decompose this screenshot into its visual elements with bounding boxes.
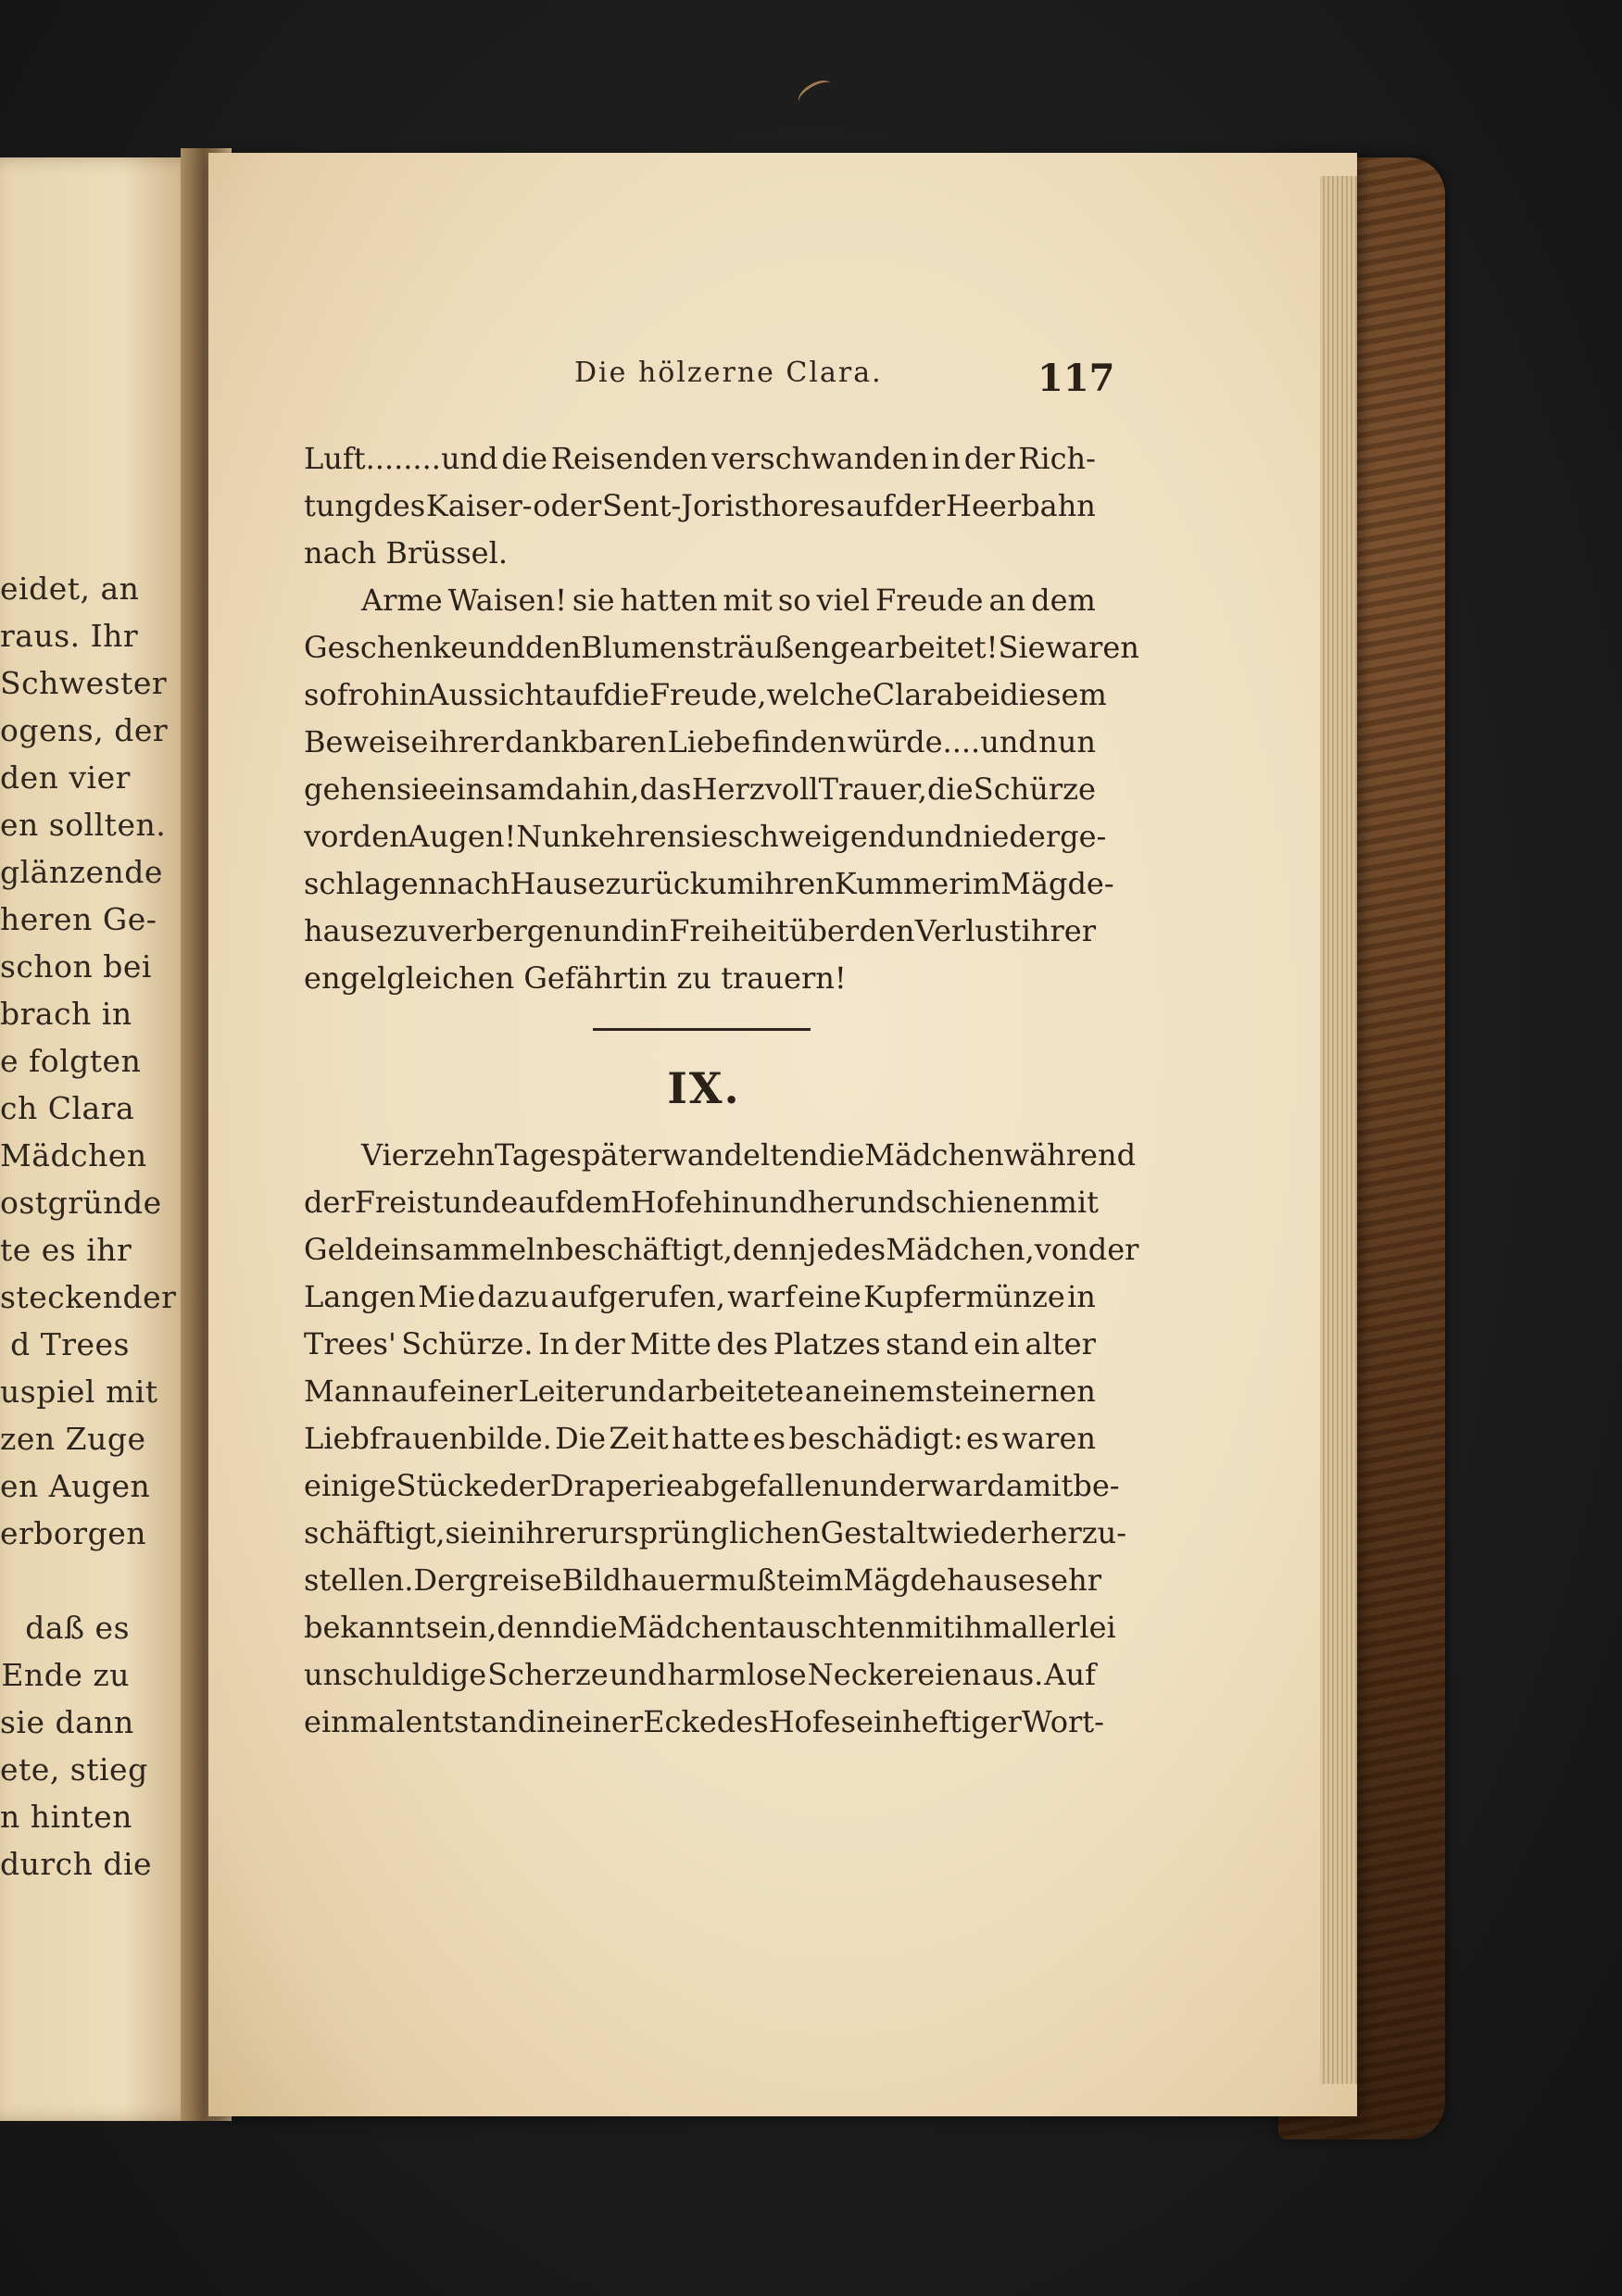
- word: zurück: [605, 866, 709, 901]
- word: an: [804, 1374, 842, 1409]
- word: im: [962, 866, 1001, 901]
- word: auf: [555, 677, 604, 712]
- word: die: [501, 441, 548, 476]
- left-page-text: [0, 565, 177, 1888]
- word: einmal: [304, 1704, 406, 1739]
- word: einsam: [438, 772, 547, 807]
- word: unschuldige: [304, 1657, 487, 1692]
- word: sie: [685, 819, 728, 854]
- text-line: [304, 719, 1096, 766]
- left-page-line: schon bei: [0, 948, 152, 985]
- left-page-line: en Augen: [0, 1468, 151, 1504]
- word: Liebfrauenbilde.: [304, 1421, 552, 1456]
- left-page-line: durch die: [0, 1846, 153, 1882]
- left-page-line: ete, stieg: [0, 1751, 148, 1788]
- text-line: [304, 483, 1096, 530]
- word: sehr: [1035, 1562, 1101, 1598]
- word: viel: [816, 583, 870, 618]
- word: waren: [1045, 630, 1139, 665]
- word: wandelten: [661, 1137, 819, 1173]
- word: Aussicht: [427, 677, 556, 712]
- word: Langen: [304, 1279, 416, 1314]
- word: oder: [533, 488, 602, 523]
- word: Neckereien: [807, 1657, 981, 1692]
- word: diesem: [1000, 677, 1107, 712]
- word: Kupfermünze: [863, 1279, 1065, 1314]
- left-page-line: erborgen: [0, 1515, 146, 1551]
- word: dem: [1031, 583, 1096, 618]
- word: Mädchen,: [886, 1232, 1035, 1267]
- left-page-line: eidet, an: [0, 571, 140, 607]
- text-line: [304, 435, 1096, 483]
- word: Geldeinsammeln: [304, 1232, 555, 1267]
- text-line: [304, 671, 1107, 719]
- word: und: [905, 819, 963, 854]
- word: Wort-: [1021, 1704, 1104, 1739]
- word: gearbeitet!: [830, 630, 999, 665]
- word: ihren: [755, 866, 835, 901]
- word: vor: [304, 819, 353, 854]
- text-line: [304, 1132, 1137, 1179]
- word: beschädigt:: [788, 1421, 963, 1456]
- word: Reisenden: [550, 441, 709, 476]
- word: denn: [732, 1232, 808, 1267]
- word: Verlust: [914, 913, 1022, 948]
- word: hin: [702, 1185, 751, 1220]
- word: Leiter: [518, 1374, 609, 1409]
- word: Geschenke: [304, 630, 469, 665]
- word: in: [640, 913, 669, 948]
- word: waren: [1001, 1421, 1096, 1456]
- page-number: 117: [1037, 357, 1115, 400]
- word: Rich-: [1018, 441, 1096, 476]
- word: auf: [846, 488, 894, 523]
- left-page-line: heren Ge-: [0, 901, 157, 937]
- word: Der: [413, 1562, 470, 1598]
- word: Mitte: [630, 1326, 711, 1361]
- text-line: [304, 577, 1096, 624]
- word: greise: [469, 1562, 562, 1598]
- word: so: [777, 583, 811, 618]
- word: dazu: [477, 1279, 549, 1314]
- text-line: [304, 1273, 1096, 1321]
- word: wiederherzu-: [927, 1515, 1127, 1550]
- word: es: [752, 1421, 786, 1456]
- word: entstand: [405, 1704, 537, 1739]
- word: schienen: [915, 1185, 1050, 1220]
- left-page-line: en sollten.: [0, 807, 167, 843]
- text-line: [304, 1462, 1120, 1510]
- word: Hofes: [768, 1704, 856, 1739]
- word: Herz: [691, 772, 765, 807]
- left-page-line: n hinten: [0, 1799, 132, 1835]
- text-line: [304, 1510, 1127, 1557]
- word: später: [566, 1137, 662, 1173]
- text-line: [304, 1321, 1096, 1368]
- running-head: Die hölzerne Clara.: [574, 357, 883, 389]
- word: nun: [1038, 724, 1096, 759]
- word: einer: [565, 1704, 644, 1739]
- left-page-line: uspiel mit: [0, 1374, 158, 1410]
- text-line: [304, 1699, 1104, 1746]
- word: aufgerufen,: [550, 1279, 726, 1314]
- word: die: [571, 1610, 618, 1645]
- word: abgefallen: [683, 1468, 841, 1503]
- left-page-line: raus. Ihr: [0, 618, 139, 654]
- word: auf: [518, 1185, 566, 1220]
- word: den: [525, 630, 582, 665]
- word: über: [788, 913, 860, 948]
- word: Augen!: [408, 819, 517, 854]
- word: um: [708, 866, 756, 901]
- left-page-line: sie dann: [0, 1704, 134, 1740]
- left-page-line: te es ihr: [0, 1232, 132, 1268]
- word: Auf: [1044, 1657, 1096, 1692]
- word: des: [716, 1704, 769, 1739]
- word: sie: [572, 583, 615, 618]
- word: Clara: [872, 677, 954, 712]
- word: Sie: [998, 630, 1046, 665]
- left-page-line: daß es: [25, 1610, 130, 1646]
- word: Hause: [509, 866, 606, 901]
- word: und: [840, 1468, 899, 1503]
- word: denn: [497, 1610, 572, 1645]
- word: Nun: [516, 819, 581, 854]
- word: heftiger: [901, 1704, 1022, 1739]
- word: ihrer: [429, 724, 504, 759]
- word: Luft........und: [304, 441, 498, 476]
- left-page-line: ogens, der: [0, 712, 169, 748]
- word: Platzes: [773, 1326, 881, 1361]
- word: finden: [751, 724, 847, 759]
- text-line: [304, 860, 1114, 908]
- text-line: [304, 813, 1107, 860]
- word: der: [1088, 1232, 1139, 1267]
- word: ursprünglichen: [590, 1515, 821, 1550]
- word: so: [304, 677, 337, 712]
- word: Freude,: [648, 677, 767, 712]
- word: stellen.: [304, 1562, 414, 1598]
- left-page-line: glänzende: [0, 854, 163, 890]
- word: zu: [392, 913, 428, 948]
- word: sie: [445, 1515, 488, 1550]
- word: schlagen: [304, 866, 438, 901]
- word: arbeitete: [667, 1374, 804, 1409]
- word: aus.: [982, 1657, 1044, 1692]
- word: das: [639, 772, 692, 807]
- word: kehren: [580, 819, 686, 854]
- word: voll: [764, 772, 819, 807]
- left-page-line: e folgten: [0, 1043, 142, 1079]
- word: dem: [565, 1185, 631, 1220]
- word: ein: [974, 1326, 1020, 1361]
- left-page-line: d Trees: [10, 1326, 130, 1362]
- word: dahin,: [546, 772, 640, 807]
- word: verschwanden: [710, 441, 929, 476]
- word: stand: [886, 1326, 969, 1361]
- word: Mägdehause: [843, 1562, 1036, 1598]
- text-line: [304, 1651, 1096, 1699]
- word: in: [536, 1704, 566, 1739]
- word: nach: [437, 866, 510, 901]
- word: jedes: [807, 1232, 886, 1267]
- word: ihm: [954, 1610, 1012, 1645]
- word: Schürze: [973, 772, 1096, 807]
- word: beschäftigt,: [554, 1232, 733, 1267]
- word: Kummer: [834, 866, 963, 901]
- word: Arme: [361, 583, 443, 618]
- word: in: [1067, 1279, 1096, 1314]
- text-block-upper: [304, 435, 1139, 1002]
- word: Sent-Joristhores: [602, 488, 846, 523]
- text-line: [304, 1226, 1139, 1273]
- word: sein,: [425, 1610, 497, 1645]
- word: verbergen: [427, 913, 583, 948]
- word: war: [929, 1468, 987, 1503]
- word: der: [894, 488, 946, 523]
- left-page-line: den vier: [0, 759, 131, 796]
- left-page: [0, 157, 204, 2121]
- word: mußte: [709, 1562, 806, 1598]
- word: des: [373, 488, 426, 523]
- word: die: [818, 1137, 865, 1173]
- word: Liebe: [667, 724, 751, 759]
- word: auf: [390, 1374, 439, 1409]
- word: ein: [855, 1704, 902, 1739]
- text-line: [304, 1368, 1096, 1415]
- word: einem: [842, 1374, 935, 1409]
- left-page-line: Mädchen: [0, 1137, 147, 1173]
- word: Mägde-: [1000, 866, 1114, 901]
- word: hatte: [671, 1421, 750, 1456]
- word: Stücke: [396, 1468, 500, 1503]
- word: einige: [304, 1468, 396, 1503]
- word: Ecke: [643, 1704, 717, 1739]
- word: Kaiser-: [425, 488, 533, 523]
- word: und: [583, 913, 640, 948]
- word: der: [304, 1185, 355, 1220]
- word: Bildhauer: [561, 1562, 710, 1598]
- word: Die: [555, 1421, 606, 1456]
- word: welche: [766, 677, 873, 712]
- word: Beweise: [304, 724, 429, 759]
- word: schäftigt,: [304, 1515, 446, 1550]
- word: und: [858, 1185, 916, 1220]
- left-page-line: [0, 1557, 130, 1604]
- word: Trees': [304, 1326, 396, 1361]
- text-line: [304, 1415, 1096, 1462]
- word: Scherze: [487, 1657, 609, 1692]
- word: im: [805, 1562, 844, 1598]
- word: alter: [1025, 1326, 1096, 1361]
- text-line: [304, 908, 1096, 955]
- word: hatten: [620, 583, 718, 618]
- word: einer: [439, 1374, 518, 1409]
- word: dankbaren: [505, 724, 667, 759]
- word: an: [988, 583, 1026, 618]
- text-line: [304, 1604, 1116, 1651]
- text-line: [304, 1557, 1101, 1604]
- word: der: [963, 441, 1015, 476]
- word: die: [603, 677, 649, 712]
- word: und: [609, 1657, 667, 1692]
- word: und: [468, 630, 526, 665]
- word: harmlose: [667, 1657, 807, 1692]
- word: steinernen: [935, 1374, 1096, 1409]
- word: den: [352, 819, 409, 854]
- word: Freistunde: [354, 1185, 519, 1220]
- word: während: [1003, 1137, 1137, 1173]
- left-page-line: ostgründe: [0, 1185, 162, 1221]
- word: von: [1034, 1232, 1088, 1267]
- chapter-heading: IX.: [667, 1063, 741, 1113]
- word: In: [538, 1326, 570, 1361]
- word: Mädchen: [617, 1610, 758, 1645]
- word: Gestalt: [820, 1515, 928, 1550]
- word: mit: [1049, 1185, 1099, 1220]
- word: hause: [304, 913, 393, 948]
- word: Vierzehn: [361, 1137, 496, 1173]
- word: des: [716, 1326, 769, 1361]
- word: Schürze.: [401, 1326, 534, 1361]
- section-divider: [593, 1028, 811, 1031]
- word: Mädchen: [864, 1137, 1004, 1173]
- word: froh: [336, 677, 399, 712]
- word: Mann: [304, 1374, 391, 1409]
- word: ihrer: [515, 1515, 591, 1550]
- text-line: [304, 766, 1096, 813]
- word: be-: [1073, 1468, 1120, 1503]
- left-page-line: Schwester: [0, 665, 168, 701]
- left-page-line: Ende zu: [1, 1657, 130, 1693]
- word: würde....und: [847, 724, 1037, 759]
- word: Mie: [418, 1279, 476, 1314]
- word: her: [807, 1185, 859, 1220]
- word: bei: [953, 677, 1000, 712]
- text-line: [304, 624, 1139, 671]
- word: er: [898, 1468, 930, 1503]
- word: Draperie: [549, 1468, 684, 1503]
- left-page-line: zen Zuge: [0, 1421, 146, 1457]
- word: in: [398, 677, 428, 712]
- text-line: engelgleichen Gefährtin zu trauern!: [304, 960, 847, 996]
- word: in: [487, 1515, 516, 1550]
- word: eine: [798, 1279, 861, 1314]
- word: tung: [304, 488, 373, 523]
- text-line: nach Brüssel.: [304, 535, 508, 571]
- page-edges: [1320, 176, 1357, 2084]
- word: es: [965, 1421, 1000, 1456]
- text-block-lower: [304, 1132, 1139, 1746]
- left-page-line: steckender: [0, 1279, 177, 1315]
- word: allerlei: [1011, 1610, 1116, 1645]
- text-line: [304, 1179, 1099, 1226]
- word: Freude: [874, 583, 984, 618]
- word: gehen: [304, 772, 396, 807]
- word: den: [859, 913, 915, 948]
- word: und: [750, 1185, 808, 1220]
- word: bekannt: [304, 1610, 426, 1645]
- word: damit: [987, 1468, 1074, 1503]
- word: tauschten: [757, 1610, 905, 1645]
- word: Tage: [495, 1137, 567, 1173]
- word: ihrer: [1021, 913, 1096, 948]
- word: der: [573, 1326, 625, 1361]
- word: mit: [723, 583, 773, 618]
- word: mit: [904, 1610, 955, 1645]
- word: sie: [396, 772, 439, 807]
- word: die: [927, 772, 974, 807]
- word: in: [932, 441, 961, 476]
- word: niederge-: [962, 819, 1107, 854]
- word: warf: [727, 1279, 796, 1314]
- word: Zeit: [609, 1421, 669, 1456]
- word: Blumensträußen: [581, 630, 831, 665]
- word: der: [499, 1468, 550, 1503]
- left-page-line: brach in: [0, 996, 132, 1032]
- word: Freiheit: [669, 913, 789, 948]
- word: Trauer,: [818, 772, 927, 807]
- left-page-line: ch Clara: [0, 1090, 135, 1126]
- word: schweigend: [727, 819, 906, 854]
- word: Hofe: [630, 1185, 703, 1220]
- word: und: [609, 1374, 667, 1409]
- word: Heerbahn: [946, 488, 1096, 523]
- word: Waisen!: [447, 583, 567, 618]
